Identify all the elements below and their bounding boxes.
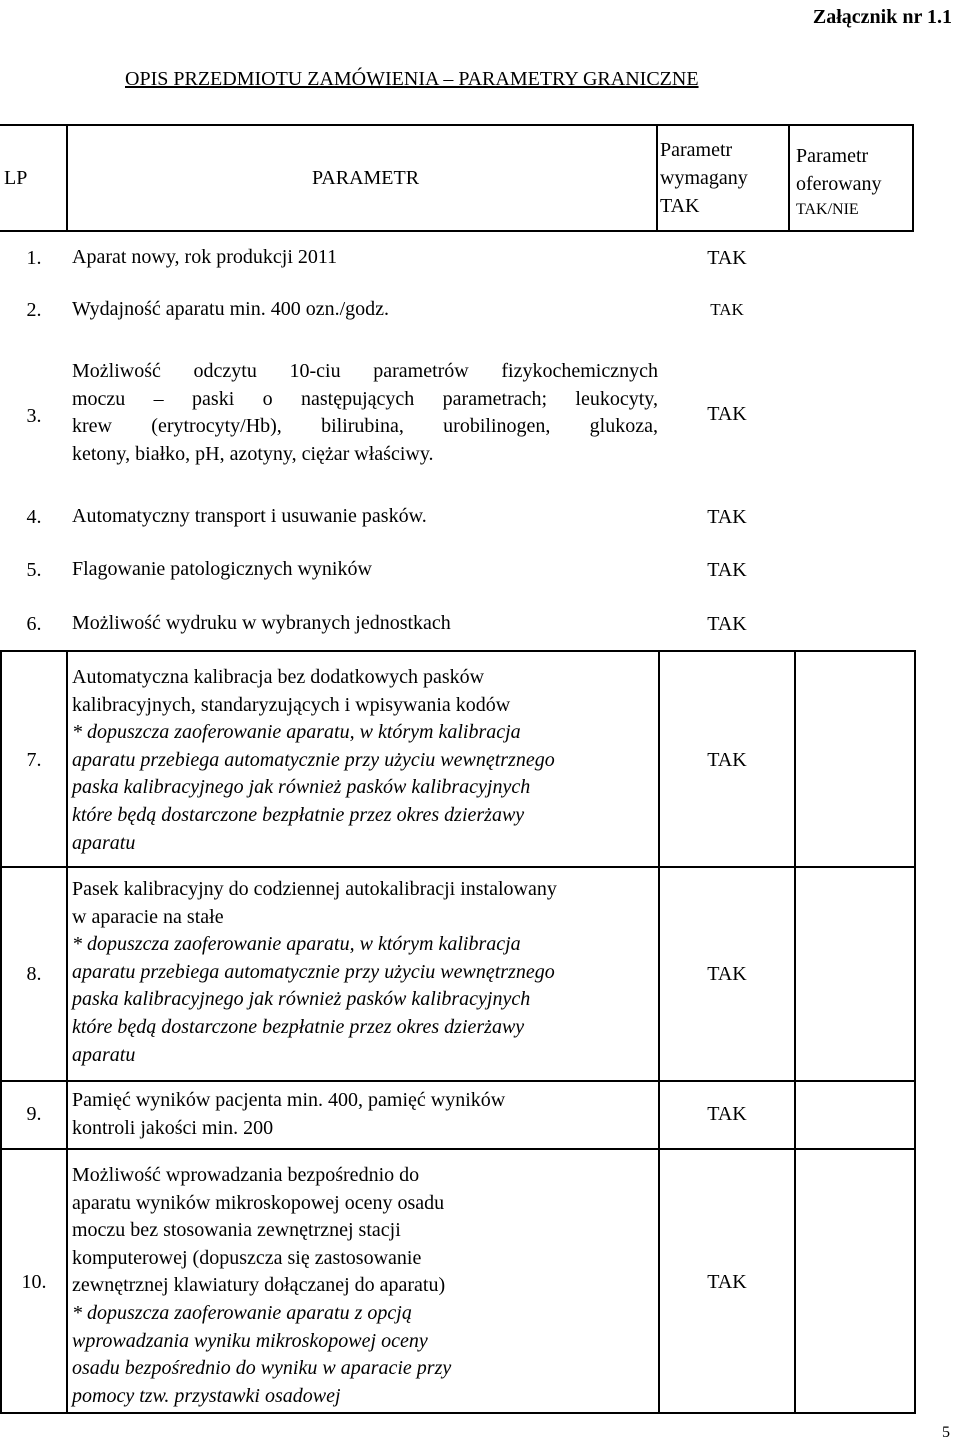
row-5-lp: 5. <box>26 559 42 581</box>
row-1-line-1: Aparat nowy, rok produkcji 2011 <box>72 246 338 268</box>
row-6-line-1: Możliwość wydruku w wybranych jednostkach <box>72 612 451 634</box>
row-3-line-4: ketony, białko, pH, azotyny, ciężar właściwy. <box>72 442 434 465</box>
row-10-line-1: Możliwość wprowadzania bezpośrednio do <box>72 1164 420 1186</box>
row-8-bottom-border <box>0 1080 916 1082</box>
row-6-required: TAK <box>707 613 747 635</box>
row-10-line-5: zewnętrznej klawiatury dołączanej do aparatu) <box>72 1274 446 1297</box>
header-top-border <box>0 124 914 126</box>
row-4-line-1: Automatyczny transport i usuwanie pasków. <box>72 505 427 527</box>
row-8-description <box>72 876 658 1069</box>
row-3-line-1: Możliwość odczytu 10-ciu parametrów fizykochemicznych <box>72 360 658 382</box>
row-10-required: TAK <box>707 1271 747 1293</box>
row-10-description <box>72 1162 658 1410</box>
row-1-description <box>72 244 658 272</box>
row-10-note-1: * dopuszcza zaoferowanie aparatu z opcją <box>72 1301 412 1324</box>
row-9-line-2: kontroli jakości min. 200 <box>72 1116 274 1139</box>
box-divider-3 <box>794 650 796 1414</box>
row-10-note-3: osadu bezpośrednio do wyniku w aparacie przy <box>72 1357 452 1380</box>
row-7-note-2: aparatu przebiega automatycznie przy użyciu wewnętrznego <box>72 748 555 771</box>
row-9-bottom-border <box>0 1148 916 1150</box>
row-10-line-2: aparatu wyników mikroskopowej oceny osadu <box>72 1191 445 1214</box>
row-1-required: TAK <box>707 247 747 269</box>
row-8-line-2: w aparacie na stałe <box>72 905 224 928</box>
header-bottom-border <box>0 230 914 232</box>
document-title: OPIS PRZEDMIOTU ZAMÓWIENIA – PARAMETRY GRANICZNE <box>125 68 699 90</box>
row-1-lp: 1. <box>26 247 42 269</box>
row-3-lp: 3. <box>26 405 42 427</box>
row-8-note-5: aparatu <box>72 1043 136 1066</box>
row-2-required: TAK <box>710 300 744 319</box>
header-required-1: Parametr <box>660 139 733 161</box>
row-7-line-2: kalibracyjnych, standaryzujących i wpisywania kodów <box>72 693 511 716</box>
row-7-required: TAK <box>707 749 747 771</box>
row-7-note-1: * dopuszcza zaoferowanie aparatu, w którym kalibracja <box>72 721 521 744</box>
row-9-lp: 9. <box>26 1103 42 1125</box>
row-5-description <box>72 556 658 584</box>
box-bottom-border <box>0 1412 916 1414</box>
row-6-lp: 6. <box>26 613 42 635</box>
row-4-description <box>72 503 658 531</box>
row-2-lp: 2. <box>26 299 42 321</box>
header-divider-2 <box>656 124 658 232</box>
row-10-note-2: wprowadzania wyniku mikroskopowej oceny <box>72 1329 428 1352</box>
row-2-description <box>72 296 658 324</box>
row-7-bottom-border <box>0 866 916 868</box>
header-offered-3: TAK/NIE <box>796 201 859 218</box>
row-4-required: TAK <box>707 506 747 528</box>
row-7-note-3: paska kalibracyjnego jak również pasków kalibracyjnych <box>72 776 531 799</box>
row-9-description <box>72 1087 658 1142</box>
annex-label: Załącznik nr 1.1 <box>812 6 952 28</box>
row-8-note-3: paska kalibracyjnego jak również pasków kalibracyjnych <box>72 988 531 1011</box>
row-2-line-1: Wydajność aparatu min. 400 ozn./godz. <box>72 298 390 320</box>
row-10-line-3: moczu bez stosowania zewnętrznej stacji <box>72 1219 401 1242</box>
row-7-note-4: które będą dostarczone bezpłatnie przez okres dzierżawy <box>72 803 525 826</box>
row-8-line-1: Pasek kalibracyjny do codziennej autokalibracji instalowany <box>72 878 557 900</box>
header-offered-2: oferowany <box>796 173 882 195</box>
row-3-required: TAK <box>707 403 747 425</box>
row-7-description <box>72 664 658 857</box>
row-7-note-5: aparatu <box>72 831 136 854</box>
row-5-line-1: Flagowanie patologicznych wyników <box>72 558 372 580</box>
row-8-required: TAK <box>707 963 747 985</box>
row-9-required: TAK <box>707 1103 747 1125</box>
row-10-note-4: pomocy tzw. przystawki osadowej <box>72 1384 341 1407</box>
row-7-lp: 7. <box>26 749 42 771</box>
header-lp: LP <box>4 167 28 189</box>
header-required-2: wymagany <box>660 167 748 189</box>
row-8-note-2: aparatu przebiega automatycznie przy użyciu wewnętrznego <box>72 960 555 983</box>
row-8-note-4: które będą dostarczone bezpłatnie przez okres dzierżawy <box>72 1015 525 1038</box>
row-8-lp: 8. <box>26 963 42 985</box>
header-parametr: PARAMETR <box>312 167 420 189</box>
header-required-3: TAK <box>660 195 700 217</box>
header-divider-1 <box>66 124 68 232</box>
row-8-note-1: * dopuszcza zaoferowanie aparatu, w którym kalibracja <box>72 933 521 956</box>
row-5-required: TAK <box>707 559 747 581</box>
box-top-border <box>0 650 916 652</box>
box-left-border <box>0 650 2 1414</box>
row-6-description <box>72 610 658 638</box>
header-offered-1: Parametr <box>796 145 869 167</box>
row-10-line-4: komputerowej (dopuszcza się zastosowanie <box>72 1246 422 1269</box>
row-7-line-1: Automatyczna kalibracja bez dodatkowych pasków <box>72 666 485 688</box>
row-4-lp: 4. <box>26 506 42 528</box>
header-divider-4 <box>912 124 914 232</box>
page-number: 5 <box>942 1424 950 1441</box>
box-right-border <box>914 650 916 1414</box>
row-3-line-3: krew (erytrocyty/Hb), bilirubina, urobilinogen, glukoza, <box>72 415 658 438</box>
row-9-line-1: Pamięć wyników pacjenta min. 400, pamięć wyników <box>72 1089 506 1111</box>
header-divider-3 <box>788 124 790 232</box>
box-divider-1 <box>66 650 68 1414</box>
row-3-description <box>72 358 658 468</box>
row-3-line-2: moczu – paski o następujących parametrach; leukocyty, <box>72 387 658 410</box>
row-10-lp: 10. <box>21 1271 47 1293</box>
